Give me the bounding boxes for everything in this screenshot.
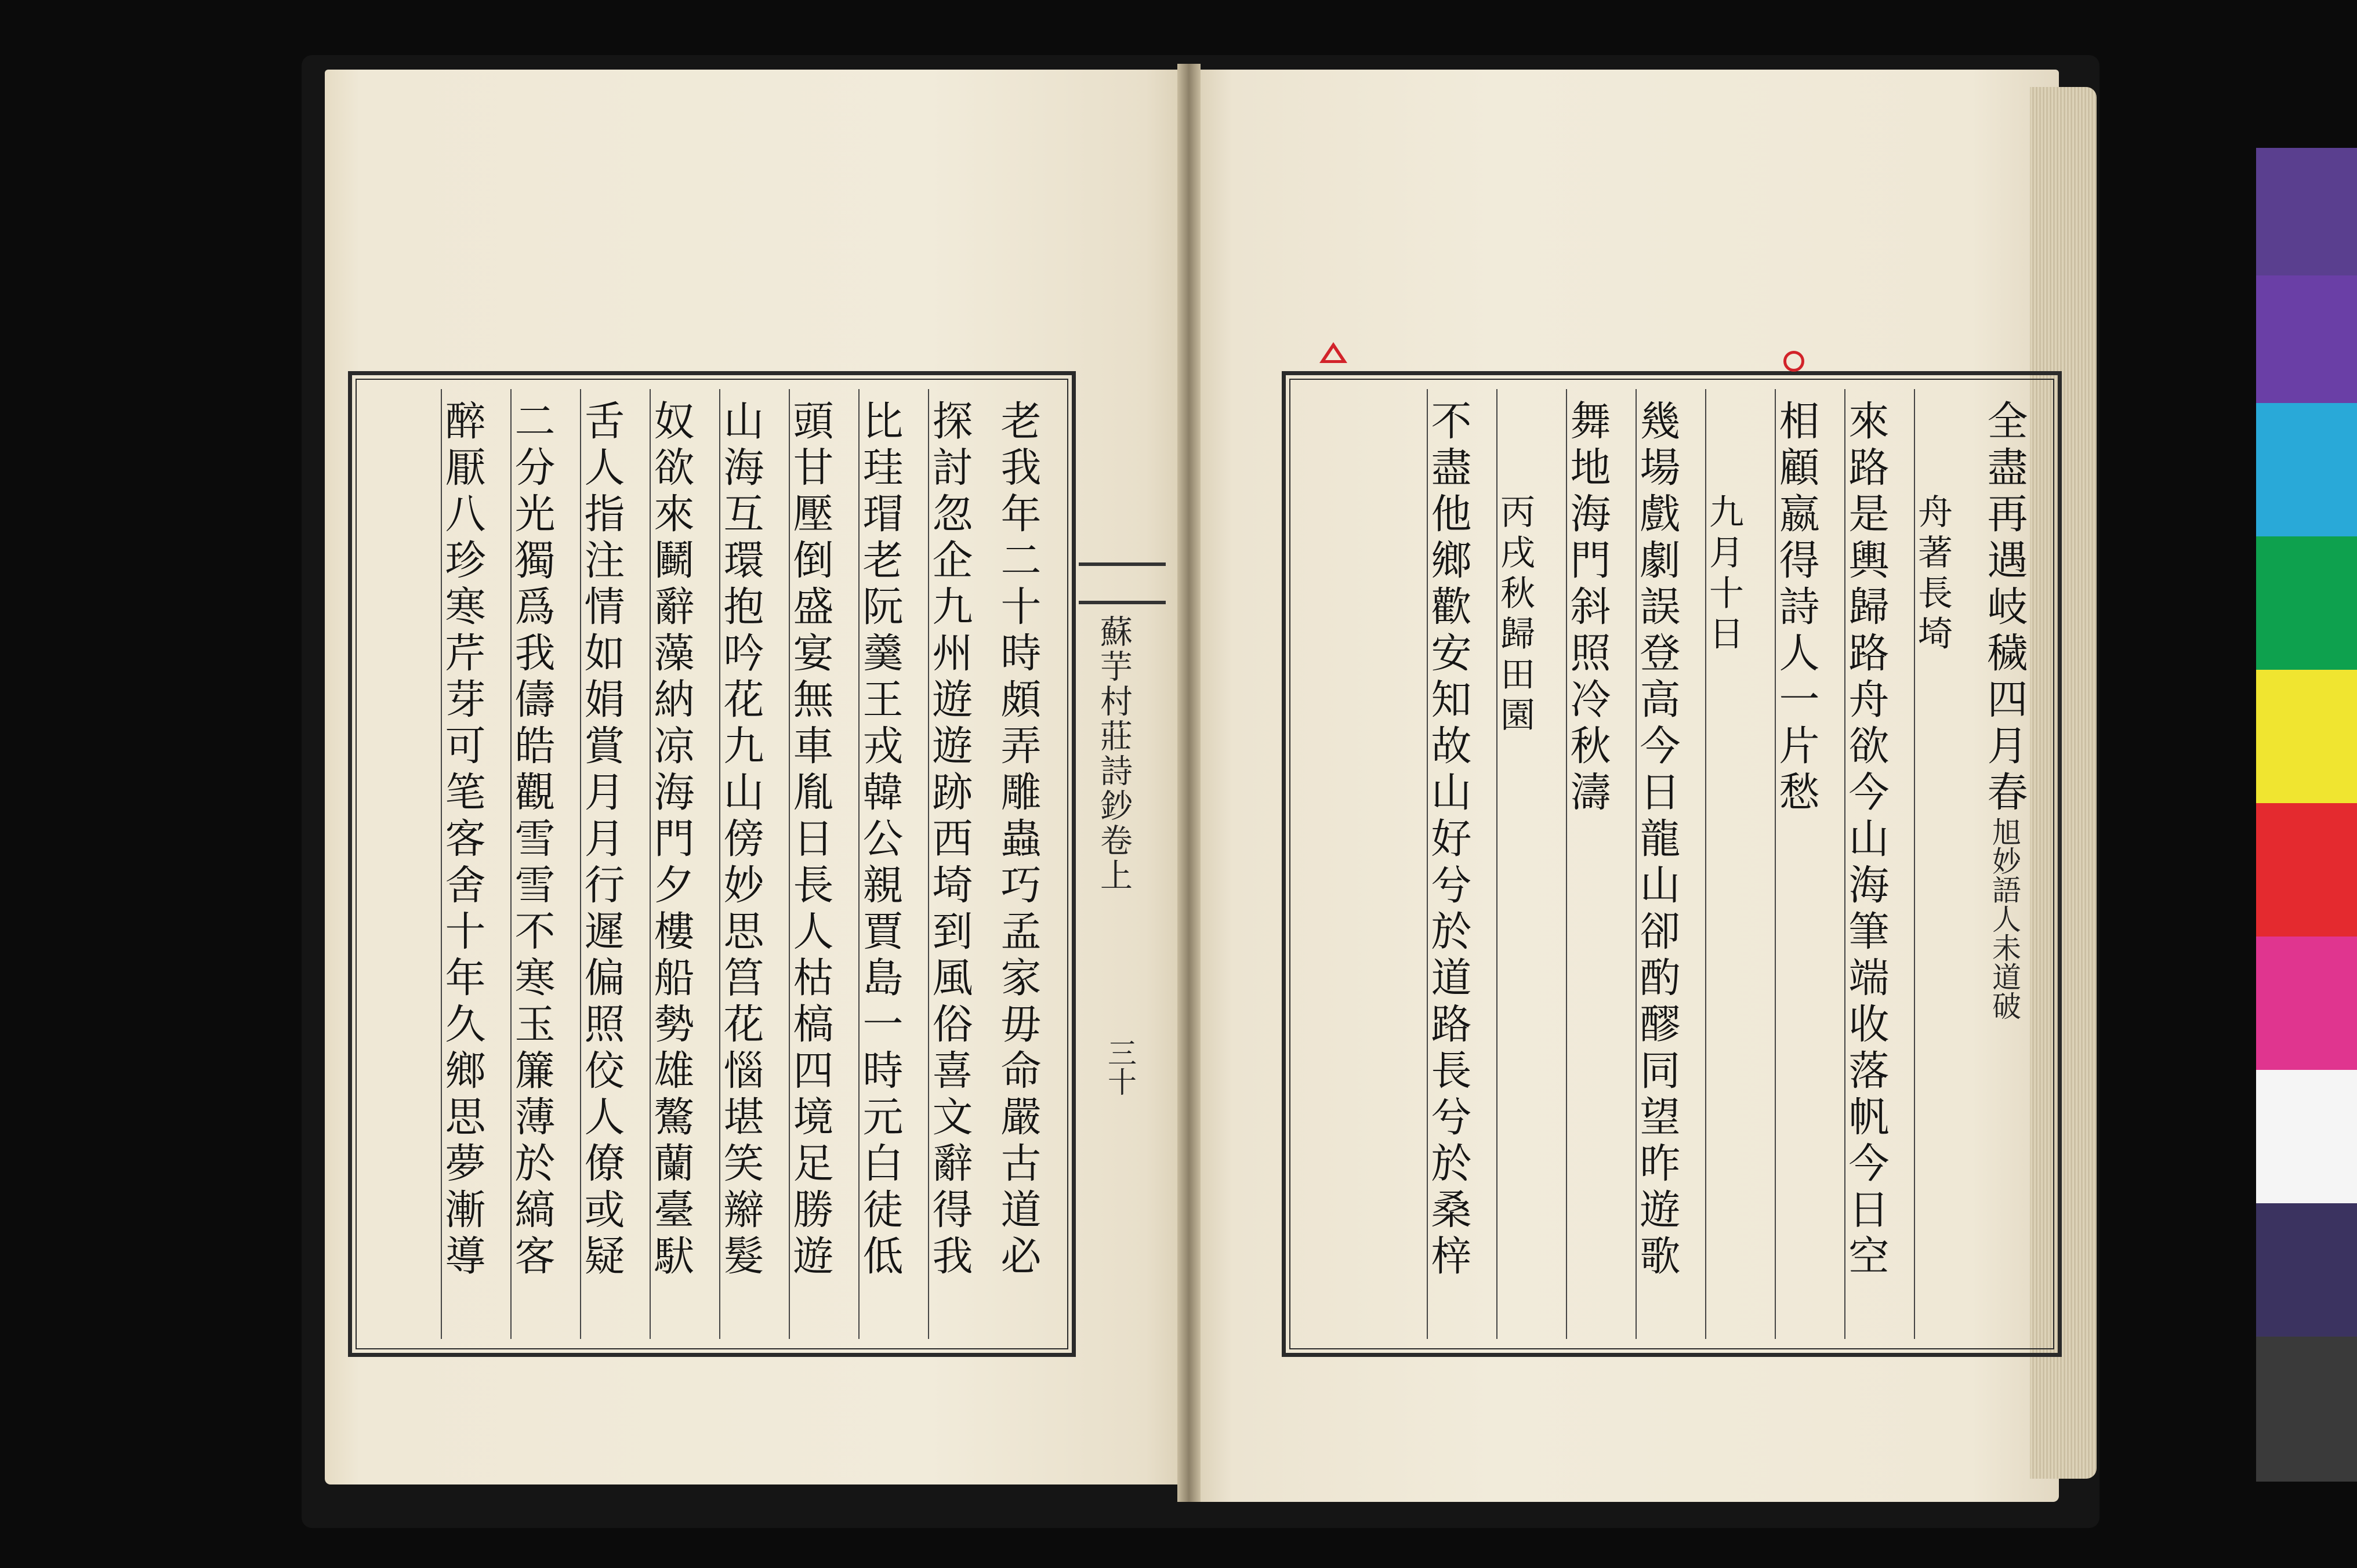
left-column-3 [856,389,904,1339]
column-text: 探討忽企九州遊遊跡西埼到風俗喜文辭得我 [926,400,973,1281]
left-column-9 [438,389,486,1339]
right-column-3 [1842,389,1890,1339]
red-triangle-mark [1319,342,1347,363]
column-text: 舞地海門斜照冷秋濤 [1564,400,1611,817]
swatch-red [2256,803,2357,937]
right-column-4 [1772,389,1820,1339]
column-text: 幾場戲劇誤登高今日龍山卻酌醪同望昨遊歌 [1633,400,1681,1281]
column-text: 九月十日 [1703,493,1744,656]
column-text: 不盡他鄉歡安知故山好兮於道路長兮於桑梓 [1424,400,1472,1281]
right-column-2 [1912,389,1953,1339]
swatch-gray [2256,1337,2357,1482]
right-column-6 [1633,389,1681,1339]
book-gutter [1177,64,1201,1502]
right-text-block [1282,371,2062,1357]
annotation-text: 旭妙語人未道破 [1988,817,2021,1020]
left-column-4 [786,389,834,1339]
left-text-block [348,371,1076,1357]
page-number: 三十 [1103,1038,1137,1096]
swatch-yellow [2256,670,2357,803]
column-text: 醉厭八珍寒芹芽可笔客舍十年久鄉思夢漸導 [438,400,486,1281]
column-text: 舌人指注情如娟賞月月行遲偏照佼人僚或疑 [578,400,625,1281]
column-text: 二分光獨爲我儔皓觀雪雪不寒玉簾薄於縞客 [508,400,556,1281]
color-calibration-bar [2256,148,2357,1482]
column-text: 來路是輿歸路舟欲今山海筆端收落帆今日空 [1842,400,1890,1281]
right-column-5 [1703,389,1744,1339]
swatch-green [2256,536,2357,670]
left-inner-border [356,379,1068,1349]
left-column-8 [508,389,556,1339]
right-inner-border [1289,379,2054,1349]
left-column-2 [926,389,973,1339]
swatch-magenta [2256,937,2357,1070]
left-column-1 [994,389,1042,1339]
left-column-7 [578,389,625,1339]
left-column-5 [717,389,764,1339]
swatch-violet [2256,275,2357,403]
swatch-white [2256,1070,2357,1203]
swatch-purple [2256,148,2357,275]
column-text: 奴欲來鬭辭藻納凉海門夕樓船勢雄驁蘭臺䭾 [647,400,695,1281]
book-title: 蘇芋村莊詩鈔卷上 [1095,615,1133,893]
fish-tail-mark [1079,562,1166,604]
right-column-8 [1495,389,1535,1339]
swatch-cyan [2256,403,2357,536]
column-text: 相顧嬴得詩人一片愁 [1772,400,1820,817]
column-text: 全盡再遇岐穢四月春 [1981,400,2028,817]
column-text: 山海互環抱吟花九山傍妙思筥花惱堪笑辮髮 [717,400,764,1281]
right-column-1 [1981,389,2028,1339]
red-circle-mark [1783,351,1804,372]
right-column-7 [1564,389,1611,1339]
column-text: 比珪瑁老阮羹王戎韓公親賈島一時元白徒低 [856,400,904,1281]
column-text: 舟著長埼 [1912,493,1953,656]
column-text: 頭甘壓倒盛宴無車胤日長人枯槁四境足勝遊 [786,400,834,1281]
left-column-6 [647,389,695,1339]
right-column-9 [1424,389,1472,1339]
column-text: 丙戌秋歸田園 [1495,493,1535,737]
swatch-indigo [2256,1203,2357,1337]
column-text: 老我年二十時頗弄雕蟲巧孟家毋命嚴古道必 [994,400,1042,1281]
hanshin-margin [1079,371,1166,1357]
